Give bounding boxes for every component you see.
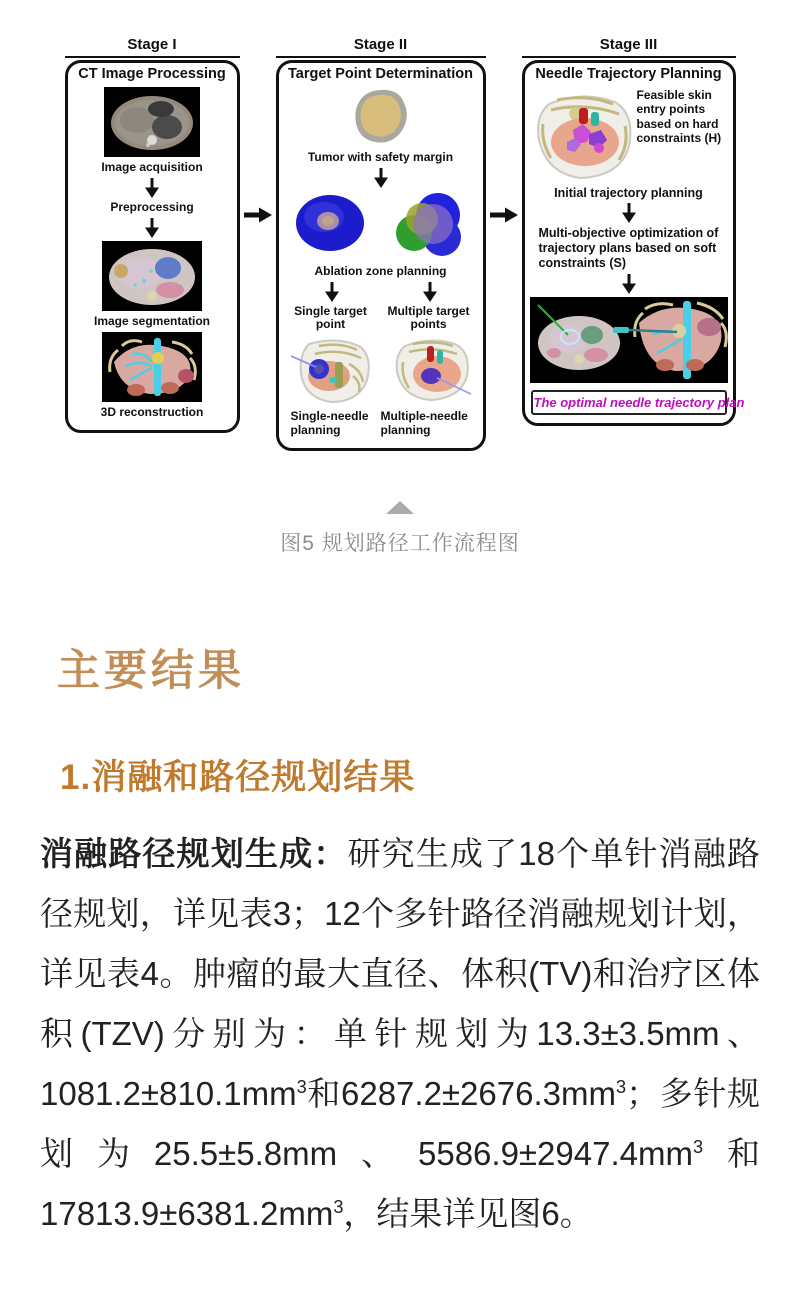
stage-2-column xyxy=(276,36,486,451)
multiple-ablation-zones-image xyxy=(386,191,470,261)
arrow-down-icon xyxy=(144,218,160,238)
figure-caption: 图5 规划路径工作流程图 xyxy=(280,531,520,555)
paragraph-run: ，结果详见图6。 xyxy=(343,1194,593,1232)
stage-1-column xyxy=(65,36,240,433)
stage-3-title: Needle Trajectory Planning xyxy=(535,66,722,82)
workflow-diagram xyxy=(0,36,800,451)
step-tumor-margin: Tumor with safety margin xyxy=(307,149,454,164)
step-image-acquisition: Image acquisition xyxy=(101,159,203,174)
paragraph-run: 和17813.9±6381.2mm xyxy=(40,1134,760,1232)
single-needle-torso-image xyxy=(289,336,375,406)
reconstruction-3d-image xyxy=(102,332,202,402)
paragraph-run: 3 xyxy=(333,1196,344,1217)
stage-2-box xyxy=(276,60,486,451)
label-multi-objective-optimization: Multi-objective optimization of trajectory plans based on soft constraints (S) xyxy=(538,226,719,271)
stage-1-label: Stage I xyxy=(65,36,240,58)
stage-1-title: CT Image Processing xyxy=(78,66,226,82)
stage-3-column xyxy=(522,36,745,426)
label-multiple-needle-planning: Multiple-needle planning xyxy=(380,409,468,437)
arrow-down-icon xyxy=(144,178,160,198)
workflow-figure[interactable] xyxy=(0,0,800,557)
arrow-down-icon xyxy=(621,203,637,223)
stage-1-box xyxy=(65,60,240,433)
label-initial-trajectory-planning: Initial trajectory planning xyxy=(554,185,703,200)
optimal-plan-banner: The optimal needle trajectory plan xyxy=(531,390,727,415)
stage-3-label: Stage III xyxy=(522,36,736,58)
paragraph-run: 3 xyxy=(692,1136,704,1157)
section-title: 主要结果 xyxy=(57,647,245,695)
note-hard-constraints: Feasible skin entry points based on hard constraints (H) xyxy=(636,87,722,146)
paragraph-run: 和6287.2±2676.3mm xyxy=(306,1074,616,1112)
paragraph-run: 消融路径规划生成： xyxy=(40,834,348,872)
step-ablation-zone-planning: Ablation zone planning xyxy=(314,263,447,278)
label-single-target-point: Single target point xyxy=(294,303,367,332)
single-ablation-zone-image xyxy=(291,191,369,255)
paragraph-run: 3 xyxy=(615,1076,627,1097)
subsection-title: 1.消融和路径规划结果 xyxy=(60,757,416,797)
ct-acquisition-image xyxy=(104,87,200,157)
triangle-up-icon xyxy=(386,501,414,514)
results-paragraph xyxy=(40,824,760,1244)
paragraph-run: ；多针规划为25.5±5.8mm、5586.9±2947.4mm xyxy=(40,1074,761,1172)
arrow-down-icon xyxy=(324,282,340,302)
label-multiple-target-points: Multiple target points xyxy=(387,303,470,332)
stage-2-title: Target Point Determination xyxy=(287,66,474,82)
arrow-down-icon xyxy=(373,168,389,188)
multiple-needle-torso-image xyxy=(387,336,473,402)
arrow-down-icon xyxy=(422,282,438,302)
step-preprocessing: Preprocessing xyxy=(110,199,194,214)
arrow-down-icon xyxy=(621,274,637,294)
step-image-segmentation: Image segmentation xyxy=(93,313,211,328)
skin-entry-points-torso-image xyxy=(529,90,637,182)
arrow-right-icon xyxy=(486,206,522,229)
tumor-safety-margin-image xyxy=(341,87,421,147)
stage-3-box xyxy=(522,60,745,426)
stage-2-label: Stage II xyxy=(276,36,486,58)
step-3d-reconstruction: 3D reconstruction xyxy=(100,405,204,420)
label-single-needle-planning: Single-needle planning xyxy=(290,409,369,437)
ct-segmentation-image xyxy=(102,241,202,311)
paragraph-run: 3 xyxy=(296,1076,307,1097)
optimal-trajectory-views-image xyxy=(530,297,728,383)
paragraph-run: 研究生成了18个单针消融路径规划，详见表3；12个多针路径消融规划计划，详见表4。肿瘤的最大直径、体积(TV)和治疗区体积(TZV)分别为：单针规划为13.3±3.5mm、1081.2±810.1mm xyxy=(40,834,760,1112)
arrow-right-icon xyxy=(240,206,276,229)
